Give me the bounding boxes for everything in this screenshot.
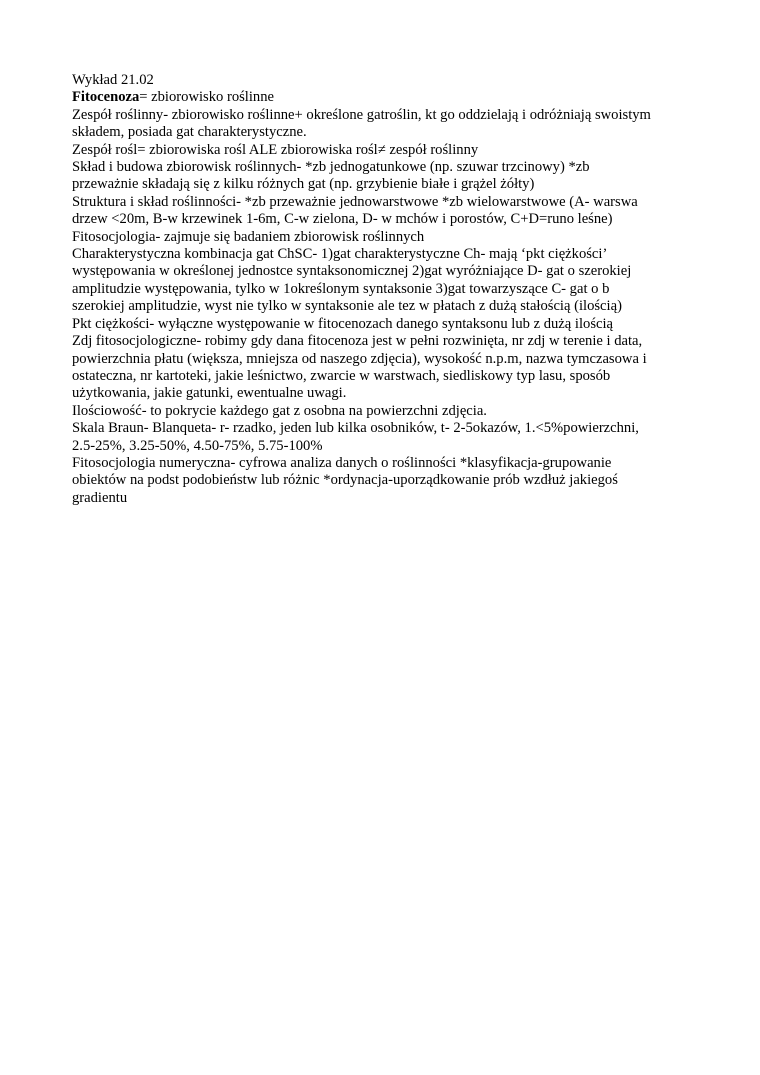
lecture-date-line: Wykład 21.02 bbox=[72, 72, 154, 88]
text-line: użytkowania, jakie gatunki, ewentualne uwagi. bbox=[72, 385, 347, 402]
text-line: ostateczna, nr kartoteki, jakie leśnictwo, zwarcie w warstwach, siedliskowy typ lasu, sposób bbox=[72, 367, 611, 384]
text-line: Fitosocjologia numeryczna- cyfrowa analiza danych o roślinności *klasyfikacja-grupowanie bbox=[72, 454, 612, 471]
text-line: przeważnie składają się z kilku różnych gat (np. grzybienie białe i grążel żółty) bbox=[72, 176, 535, 193]
text-line: gradientu bbox=[72, 489, 128, 506]
text-line: obiektów na podst podobieństw lub różnic *ordynacja-uporządkowanie prób wzdłuż jakiegoś bbox=[72, 472, 618, 489]
text-line: Fitosocjologia- zajmuje się badaniem zbiorowisk roślinnych bbox=[72, 228, 425, 245]
text-line: Skala Braun- Blanqueta- r- rzadko, jeden lub kilka osobników, t- 2-5okazów, 1.<5%powierzchni, bbox=[72, 420, 639, 437]
text-line: występowania w określonej jednostce syntaksonomicznej 2)gat wyróżniające D- gat o szerokiej bbox=[72, 263, 632, 280]
text-line: amplitudzie występowania, tylko w 1określonym syntaksonie 3)gat towarzyszące C- gat o b bbox=[72, 280, 610, 297]
text-line: drzew <20m, B-w krzewinek 1-6m, C-w zielona, D- w mchów i porostów, C+D=runo leśne) bbox=[72, 211, 613, 228]
fitocenoza-definition-line bbox=[72, 89, 692, 106]
fitocenoza-term: Fitocenoza bbox=[72, 89, 140, 106]
text-line: składem, posiada gat charakterystyczne. bbox=[72, 124, 307, 141]
document-page bbox=[72, 72, 692, 507]
text-line: Zespół rośl= zbiorowiska rośl ALE zbiorowiska rośl≠ zespół roślinny bbox=[72, 141, 479, 158]
text-line: powierzchnia płatu (większa, mniejsza od naszego zdjęcia), wysokość n.p.m, nazwa tymczasowa i bbox=[72, 350, 647, 367]
text-line: Ilościowość- to pokrycie każdego gat z osobna na powierzchni zdjęcia. bbox=[72, 402, 487, 419]
text-line: szerokiej amplitudzie, wyst nie tylko w syntaksonie ale tez w płatach z dużą stałością (ilością) bbox=[72, 298, 622, 315]
fitocenoza-definition: = zbiorowisko roślinne bbox=[139, 89, 274, 106]
text-line: 2.5-25%, 3.25-50%, 4.50-75%, 5.75-100% bbox=[72, 437, 323, 454]
text-line: Zdj fitosocjologiczne- robimy gdy dana fitocenoza jest w pełni rozwinięta, nr zdj w terenie i data, bbox=[72, 333, 643, 350]
text-line: Zespół roślinny- zbiorowisko roślinne+ określone gatroślin, kt go oddzielają i odróżniają swoistym bbox=[72, 106, 651, 123]
text-line: Struktura i skład roślinności- *zb przeważnie jednowarstwowe *zb wielowarstwowe (A- warswa bbox=[72, 193, 638, 210]
text-line: Skład i budowa zbiorowisk roślinnych- *zb jednogatunkowe (np. szuwar trzcinowy) *zb bbox=[72, 159, 590, 176]
text-line: Pkt ciężkości- wyłączne występowanie w fitocenozach danego syntaksonu lub z dużą ilością bbox=[72, 315, 614, 332]
text-line: Charakterystyczna kombinacja gat ChSC- 1)gat charakterystyczne Ch- mają ‘pkt ciężkości’ bbox=[72, 246, 608, 263]
